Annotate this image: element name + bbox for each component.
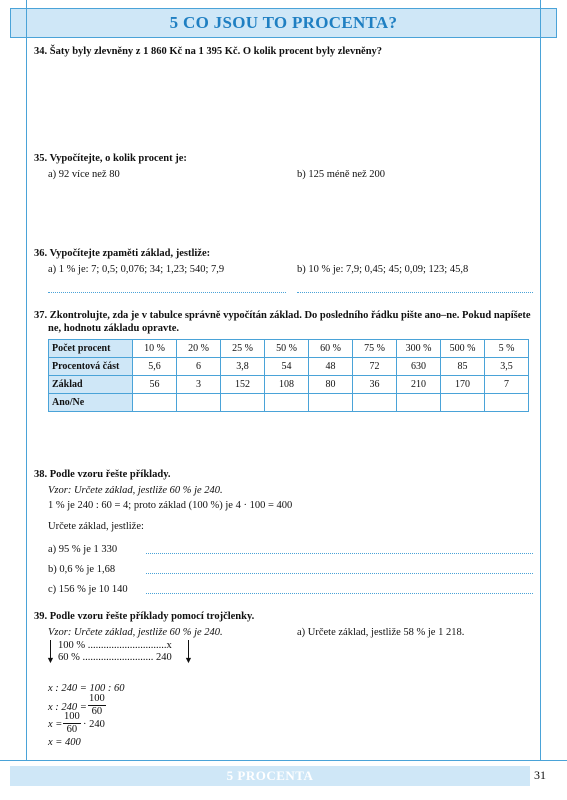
q38-question: Podle vzoru řešte příklady. [49,469,171,480]
q39-eq4: x = 400 [48,737,81,748]
q36-a-answer-line[interactable] [48,292,286,293]
answer-cell[interactable] [133,394,177,412]
footer-title: 5 PROCENTA [226,768,314,783]
q36-b: b) 10 % je: 7,9; 0,45; 45; 0,09; 123; 45,8 [297,264,469,275]
table-cell: 25 % [221,340,265,358]
q39-eq2-fraction [88,693,106,718]
q36-question: Vypočítejte zpaměti základ, jestliže: [49,248,211,259]
table-cell: 36 [353,376,397,394]
q39-eq3-right: · 240 [83,719,105,730]
table-cell: 80 [309,376,353,394]
q38-c: c) 156 % je 10 140 [48,584,128,595]
table-cell: 300 % [397,340,441,358]
table-cell: 20 % [177,340,221,358]
q39-eq3-left: x = [48,719,63,730]
table-cell: 48 [309,358,353,376]
down-arrow-head-icon: ▼ [184,655,193,665]
table-cell: 630 [397,358,441,376]
chapter-title: 5 CO JSOU TO PROCENTA? [169,13,398,32]
q38-vzor: Vzor: Určete základ, jestliže 60 % je 240. [48,485,223,496]
table-cell: 5 % [485,340,529,358]
q35-text [34,153,187,164]
fraction-numerator: 100 [89,693,105,704]
row-label: Počet procent [49,340,133,358]
q37-number: 37. [34,310,48,321]
down-arrow-head-icon: ▼ [46,655,55,665]
q37-text-line2: ne, hodnotu základu opravte. [48,323,179,334]
answer-cell[interactable] [485,394,529,412]
q39-number: 39. [34,611,48,622]
q35-b: b) 125 méně než 200 [297,169,386,180]
q38-a-answer-line[interactable] [146,553,533,554]
q38-text [34,469,171,480]
q35-question: Vypočítejte, o kolik procent je: [49,153,187,164]
q36-text [34,248,210,259]
table-cell: 72 [353,358,397,376]
page-number: 31 [534,768,546,782]
answer-cell[interactable] [265,394,309,412]
table-row [49,376,529,394]
table-cell: 7 [485,376,529,394]
q34-text [34,46,382,57]
row-label: Ano/Ne [49,394,133,412]
q38-a: a) 95 % je 1 330 [48,544,118,555]
q36-a: a) 1 % je: 7; 0,5; 0,076; 34; 1,23; 540; 7,9 [48,264,225,275]
table-cell: 6 [177,358,221,376]
q35-a: a) 92 více než 80 [48,169,120,180]
q39-a: a) Určete základ, jestliže 58 % je 1 218. [297,627,465,638]
table-cell: 3,5 [485,358,529,376]
q34-number: 34. [34,46,48,57]
q37-text-line1 [34,310,531,321]
answer-cell[interactable] [177,394,221,412]
table-cell: 50 % [265,340,309,358]
q36-number: 36. [34,248,48,259]
q38-prompt: Určete základ, jestliže: [48,521,144,532]
q39-proportion-row2: 60 % ........................... 240 [58,652,172,663]
q38-b: b) 0,6 % je 1,68 [48,564,116,575]
q38-b-answer-line[interactable] [146,573,533,574]
q34-question: Šaty byly zlevněny z 1 860 Kč na 1 395 Kč. O kolik procent byly zlevněny? [49,46,383,57]
row-label: Základ [49,376,133,394]
table-cell: 108 [265,376,309,394]
fraction-numerator: 100 [64,711,80,722]
answer-cell[interactable] [397,394,441,412]
table-cell: 75 % [353,340,397,358]
q38-solution: 1 % je 240 : 60 = 4; proto základ (100 %) je 4 · 100 = 400 [48,500,293,511]
q36-b-answer-line[interactable] [297,292,533,293]
table-cell: 210 [397,376,441,394]
fraction-denominator: 60 [66,724,78,735]
row-label: Procentová část [49,358,133,376]
q38-c-answer-line[interactable] [146,593,533,594]
fraction-denominator: 60 [91,706,103,717]
table-row [49,358,529,376]
q39-eq1: x : 240 = 100 : 60 [48,683,125,694]
footer-bar [10,766,530,786]
q39-vzor: Vzor: Určete základ, jestliže 60 % je 240. [48,627,223,638]
q39-text [34,611,254,622]
answer-cell[interactable] [309,394,353,412]
table-cell: 56 [133,376,177,394]
q39-eq2-left: x : 240 = [48,702,87,713]
table-row [49,340,529,358]
table-cell: 10 % [133,340,177,358]
table-cell: 500 % [441,340,485,358]
table-cell: 3 [177,376,221,394]
q35-number: 35. [34,153,48,164]
q37-question: Zkontrolujte, zda je v tabulce správně vypočítán základ. Do posledního řádku pište ano–ne. Pokud napíšete [49,310,531,321]
answer-cell[interactable] [353,394,397,412]
table-cell: 54 [265,358,309,376]
q38-number: 38. [34,469,48,480]
table-cell: 152 [221,376,265,394]
table-cell: 85 [441,358,485,376]
q39-question: Podle vzoru řešte příklady pomocí trojčlenky. [49,611,255,622]
answer-cell[interactable] [441,394,485,412]
footer-divider [0,760,567,761]
table-row [49,394,529,412]
q39-eq3-fraction [63,711,81,736]
table-cell: 5,6 [133,358,177,376]
percent-table [48,339,529,412]
answer-cell[interactable] [221,394,265,412]
q39-proportion-row1: 100 % ..............................x [58,640,172,651]
table-cell: 60 % [309,340,353,358]
table-cell: 3,8 [221,358,265,376]
table-cell: 170 [441,376,485,394]
